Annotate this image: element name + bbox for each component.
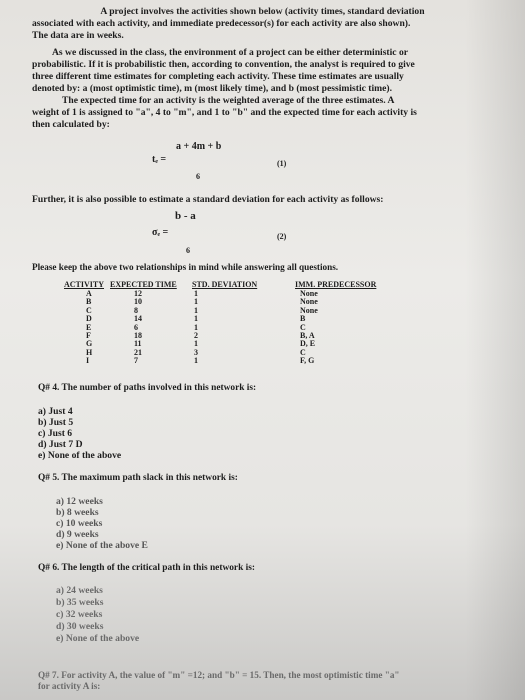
header-std-deviation: STD. DEVIATION bbox=[192, 280, 258, 289]
page-shadow bbox=[465, 0, 525, 700]
intro-line-3: The data are in weeks. bbox=[32, 30, 124, 41]
table-header-row bbox=[64, 279, 405, 290]
q5-option-c: c) 10 weeks bbox=[56, 518, 103, 529]
keep-note: Please keep the above two relationships in mind while answering all questions. bbox=[32, 262, 339, 272]
formula1-number: (1) bbox=[277, 159, 287, 168]
q4-option-a: a) Just 4 bbox=[38, 406, 73, 417]
q4-option-e: e) None of the above bbox=[38, 450, 122, 461]
intro-line-2: associated with each activity, and immediate predecessor(s) for each activity are also shown). bbox=[32, 18, 411, 29]
q5-question: Q# 5. The maximum path slack in this network is: bbox=[38, 473, 238, 483]
table-row: I 7 1 F, G bbox=[86, 356, 315, 366]
further-text: Further, it is also possible to estimate a standard deviation for each activity as follows: bbox=[32, 194, 384, 205]
formula2-denominator: 6 bbox=[186, 246, 190, 255]
q6-option-e: e) None of the above bbox=[56, 633, 140, 644]
formula2-number: (2) bbox=[277, 232, 287, 241]
q6-option-a: a) 24 weeks bbox=[56, 585, 103, 596]
table-row: F 18 2 B, A bbox=[86, 331, 315, 341]
q6-option-b: b) 35 weeks bbox=[56, 597, 104, 608]
table-row: B 10 1 None bbox=[86, 297, 318, 307]
intro-line-10: then calculated by: bbox=[32, 119, 110, 130]
header-expected-time: EXPECTED TIME bbox=[110, 280, 177, 289]
intro-line-4: As we discussed in the class, the environment of a project can be either deterministic or bbox=[52, 47, 408, 58]
intro-line-6: three different time estimates for completing each activity. These time estimates are usually bbox=[32, 71, 404, 82]
header-activity: ACTIVITY bbox=[64, 280, 105, 289]
q5-option-b: b) 8 weeks bbox=[56, 507, 99, 518]
q4-question: Q# 4. The number of paths involved in this network is: bbox=[38, 383, 257, 393]
intro-line-1: A project involves the activities shown below (activity times, standard deviation bbox=[100, 6, 425, 17]
q4-option-d: d) Just 7 D bbox=[38, 439, 83, 450]
intro-line-5: probabilistic. If it is probabilistic then, according to convention, the analyst is required to give bbox=[32, 59, 415, 70]
intro-line-8: The expected time for an activity is the weighted average of the three estimates. A bbox=[62, 95, 395, 106]
formula1-lhs: tₑ = bbox=[152, 154, 167, 165]
table-row: E 6 1 C bbox=[86, 322, 306, 332]
intro-line-7: denoted by: a (most optimistic time), m (most likely time), and b (most pessimistic time). bbox=[32, 83, 392, 94]
intro-line-9: weight of 1 is assigned to "a", 4 to "m", and 1 to "b" and the expected time for each activity is bbox=[32, 107, 417, 118]
q6-option-c: c) 32 weeks bbox=[56, 609, 103, 620]
q4-option-b: b) Just 5 bbox=[38, 417, 74, 428]
formula2-lhs: σₑ = bbox=[152, 227, 169, 238]
formula1-denominator: 6 bbox=[196, 172, 200, 181]
formula2-numerator: b - a bbox=[175, 210, 196, 222]
table-row: D 14 1 B bbox=[86, 314, 306, 324]
table-row: H 21 3 C bbox=[86, 347, 306, 357]
activity-table bbox=[64, 279, 405, 366]
q6-option-d: d) 30 weeks bbox=[56, 621, 104, 632]
q7-line-2: for activity A is: bbox=[38, 681, 101, 691]
q6-question: Q# 6. The length of the critical path in this network is: bbox=[38, 563, 256, 573]
q5-option-e: e) None of the above E bbox=[56, 540, 148, 551]
table-row: C 8 1 None bbox=[86, 305, 318, 315]
formula1-numerator: a + 4m + b bbox=[176, 141, 222, 152]
table-row: G 11 1 D, E bbox=[86, 339, 316, 349]
q5-option-a: a) 12 weeks bbox=[56, 496, 103, 507]
q4-option-c: c) Just 6 bbox=[38, 428, 73, 439]
table-row: A 12 1 None bbox=[86, 289, 318, 298]
header-imm-predecessor: IMM. PREDECESSOR bbox=[295, 280, 377, 289]
q5-option-d: d) 9 weeks bbox=[56, 529, 99, 540]
q7-line-1: Q# 7. For activity A, the value of "m" =12; and "b" = 15. Then, the most optimistic time "a" bbox=[38, 670, 400, 680]
